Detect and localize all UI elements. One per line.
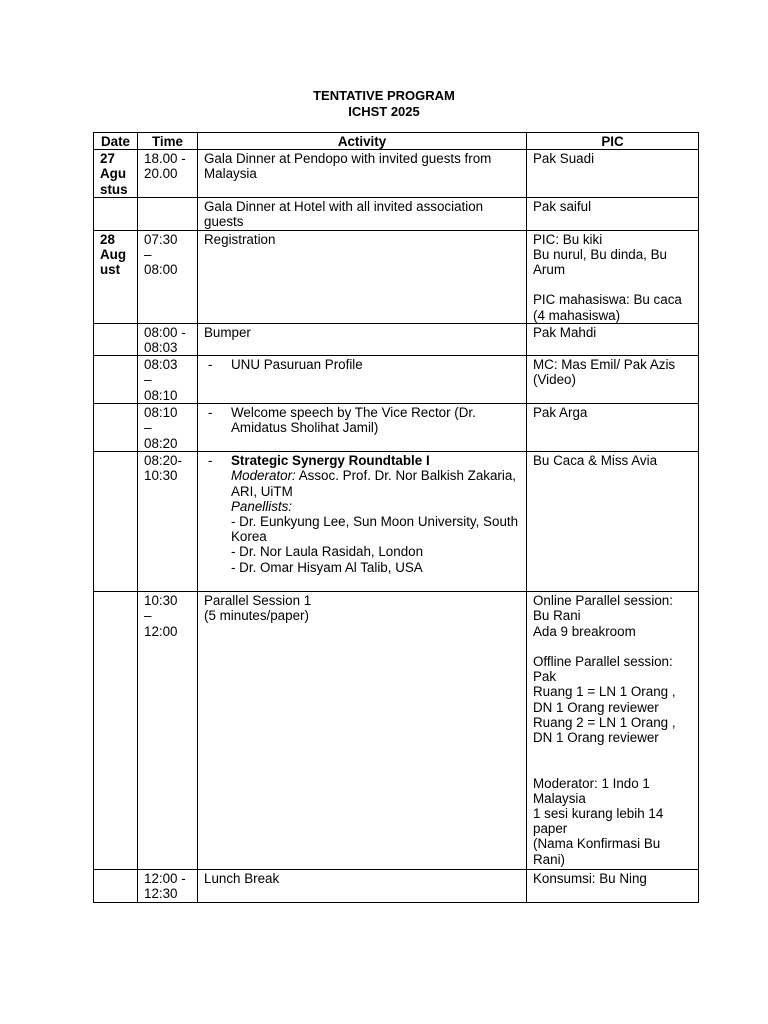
moderator-line: [231, 468, 521, 498]
document-title: [0, 88, 768, 120]
time-line: 20.00: [144, 166, 178, 182]
activity-cell: [198, 870, 527, 902]
date-line: ust: [100, 262, 121, 278]
pic-line: Pak Mahdi: [533, 324, 597, 340]
time-line: 08:03: [144, 340, 178, 356]
time-line: 07:30: [144, 231, 178, 247]
pic-line: PIC mahasiswa: Bu caca (4 mahasiswa): [533, 292, 686, 323]
bullet-dash: -: [208, 357, 213, 373]
date-cell: [94, 452, 138, 592]
time-cell: [138, 452, 198, 592]
time-cell: [138, 198, 198, 230]
pic-line: Ruang 2 = LN 1 Orang , DN 1 Orang reviewer: [533, 714, 680, 746]
program-table: [93, 132, 699, 903]
table-row: [94, 452, 699, 592]
activity-cell: [198, 404, 527, 452]
pic-cell: [527, 356, 699, 404]
date-cell: [94, 870, 138, 902]
title-line-2: ICHST 2025: [348, 104, 420, 119]
activity-cell: [198, 198, 527, 230]
pic-line: Moderator: 1 Indo 1 Malaysia: [533, 775, 654, 806]
time-cell: [138, 404, 198, 452]
time-line: 08:20-: [144, 453, 182, 469]
table-row: [94, 230, 699, 323]
date-line: stus: [100, 181, 128, 197]
table-row: [94, 323, 699, 355]
moderator-name: Assoc. Prof. Dr. Nor Balkish Zakaria, ARI, UiTM: [231, 468, 520, 499]
pic-line: MC: Mas Emil/ Pak Azis (Video): [533, 357, 679, 388]
time-line: 08:00: [144, 262, 178, 278]
time-line: 12:00 -: [144, 871, 186, 887]
panellist: - Dr. Nor Laula Rasidah, London: [231, 544, 424, 560]
pic-cell: [527, 592, 699, 870]
panellist: - Dr. Omar Hisyam Al Talib, USA: [231, 559, 423, 575]
time-line: 10:30: [144, 468, 178, 484]
time-line: 08:10: [144, 405, 178, 421]
activity-text: Bumper: [204, 324, 251, 340]
time-cell: [138, 870, 198, 902]
pic-line: Offline Parallel session: Pak: [533, 654, 677, 685]
panellist: - Dr. Eunkyung Lee, Sun Moon University, South Korea: [231, 514, 522, 545]
time-line: 12:00: [144, 623, 178, 639]
date-line: 27: [100, 151, 115, 167]
time-line: 18.00 -: [144, 151, 186, 167]
pic-cell: [527, 150, 699, 198]
date-cell: [94, 404, 138, 452]
activity-cell: [198, 452, 527, 592]
activity-text: Lunch Break: [204, 871, 280, 887]
time-cell: [138, 230, 198, 323]
time-line: 08:00 -: [144, 324, 186, 340]
table-row: [94, 870, 699, 902]
time-cell: [138, 150, 198, 198]
activity-text: Registration: [204, 231, 276, 247]
activity-line: (5 minutes/paper): [204, 608, 309, 624]
date-line: 28: [100, 231, 115, 247]
time-line: 08:03: [144, 357, 178, 373]
pic-cell: [527, 404, 699, 452]
pic-spacer: [533, 639, 693, 654]
panellists-label: Panellists:: [231, 498, 293, 514]
pic-cell: [527, 452, 699, 592]
header-date: Date: [94, 133, 138, 150]
header-activity: Activity: [198, 133, 527, 150]
pic-line: Ada 9 breakroom: [533, 623, 636, 639]
pic-cell: [527, 230, 699, 323]
activity-text: Gala Dinner at Hotel with all invited association guests: [204, 199, 484, 230]
header-row: [94, 133, 699, 150]
time-line: 08:10: [144, 387, 178, 403]
roundtable-title: Strategic Synergy Roundtable I: [231, 453, 430, 469]
pic-line: Bu Caca & Miss Avia: [533, 453, 658, 469]
activity-cell: [198, 356, 527, 404]
time-cell: [138, 356, 198, 404]
pic-line: Pak saiful: [533, 199, 592, 215]
time-line: –: [144, 608, 152, 624]
pic-line: Konsumsi: Bu Ning: [533, 871, 647, 887]
pic-line: (Nama Konfirmasi Bu Rani): [533, 836, 664, 867]
pic-cell: [527, 870, 699, 902]
activity-cell: [198, 150, 527, 198]
bullet-dash: -: [208, 453, 213, 469]
date-cell: [94, 592, 138, 870]
activity-text: Gala Dinner at Pendopo with invited guests from Malaysia: [204, 151, 492, 182]
roundtable-body: [231, 453, 521, 575]
pic-cell: [527, 198, 699, 230]
header-time: Time: [138, 133, 198, 150]
table-row: [94, 356, 699, 404]
pic-spacer: [533, 760, 693, 775]
title-line-1: TENTATIVE PROGRAM: [313, 88, 455, 103]
bullet-dash: -: [208, 405, 213, 421]
time-line: 12:30: [144, 886, 178, 902]
date-cell: [94, 198, 138, 230]
bullet-item: [208, 357, 521, 372]
table-row: [94, 404, 699, 452]
moderator-label: Moderator:: [231, 468, 296, 484]
activity-cell: [198, 592, 527, 870]
pic-line: PIC: Bu kiki: [533, 231, 603, 247]
time-cell: [138, 592, 198, 870]
date-cell: [94, 323, 138, 355]
date-cell: [94, 150, 138, 198]
table-row: [94, 198, 699, 230]
date-cell: [94, 356, 138, 404]
pic-spacer: [533, 745, 693, 760]
time-line: 08:20: [144, 435, 178, 451]
pic-line: Bu nurul, Bu dinda, Bu Arum: [533, 246, 670, 278]
activity-cell: [198, 230, 527, 323]
pic-spacer: [533, 277, 693, 292]
date-cell: [94, 230, 138, 323]
pic-line: 1 sesi kurang lebih 14 paper: [533, 806, 668, 837]
date-line: Agu: [100, 166, 127, 182]
activity-cell: [198, 323, 527, 355]
table-row: [94, 150, 699, 198]
table-row: [94, 592, 699, 870]
time-cell: [138, 323, 198, 355]
pic-cell: [527, 323, 699, 355]
pic-line: Online Parallel session: Bu Rani: [533, 593, 677, 624]
time-line: 10:30: [144, 593, 178, 609]
bullet-text: UNU Pasuruan Profile: [231, 357, 363, 373]
pic-line: Pak Suadi: [533, 151, 595, 167]
activity-line: Parallel Session 1: [204, 593, 312, 609]
date-line: Aug: [100, 246, 127, 262]
pic-line: Ruang 1 = LN 1 Orang , DN 1 Orang reviewer: [533, 684, 680, 715]
bullet-item: [208, 405, 521, 435]
time-line: –: [144, 420, 152, 436]
time-line: –: [144, 372, 152, 388]
pic-line: Pak Arga: [533, 405, 588, 421]
bullet-text: Welcome speech by The Vice Rector (Dr. Amidatus Sholihat Jamil): [231, 405, 476, 436]
time-line: –: [144, 246, 152, 262]
roundtable-item: [208, 453, 521, 575]
header-pic: PIC: [527, 133, 699, 150]
